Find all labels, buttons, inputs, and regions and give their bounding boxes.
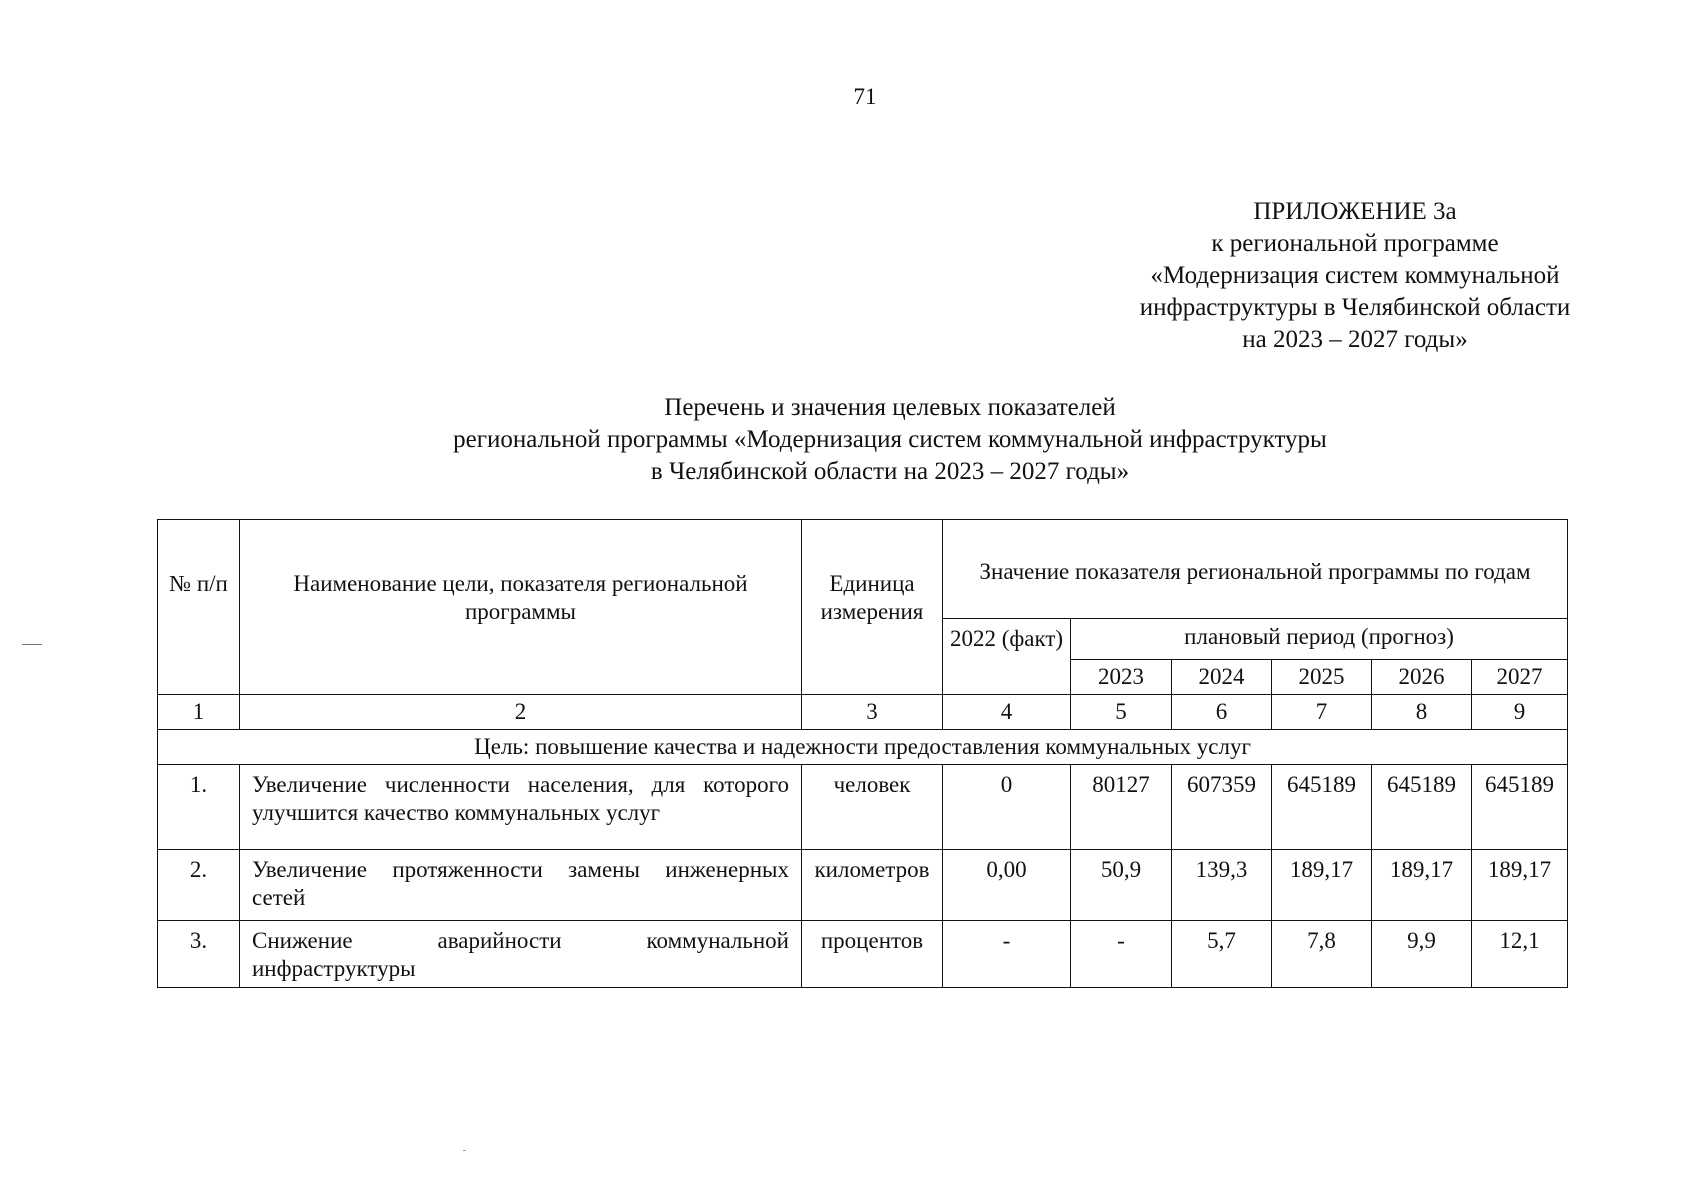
row-unit: километров — [802, 850, 943, 921]
appendix-line: инфраструктуры в Челябинской области — [1139, 294, 1571, 321]
row-value: 139,3 — [1172, 850, 1272, 921]
title-line: региональной программы «Модернизация систем коммунальной инфраструктуры — [453, 426, 1327, 453]
appendix-line: ПРИЛОЖЕНИЕ 3а — [1253, 198, 1457, 225]
appendix-line: «Модернизация систем коммунальной — [1150, 262, 1560, 289]
indicators-table — [157, 519, 1568, 988]
row-value: - — [1071, 921, 1172, 988]
row-num: 1. — [158, 765, 240, 850]
margin-mark — [22, 644, 42, 645]
row-fact: 0 — [943, 765, 1071, 850]
row-value: 12,1 — [1472, 921, 1568, 988]
row-value: 645189 — [1372, 765, 1472, 850]
header-name: Наименование цели, показателя региональной программы — [240, 520, 802, 695]
row-name: Увеличение численности населения, для которого улучшится качество коммунальных услуг — [240, 765, 802, 850]
header-num: № п/п — [158, 520, 240, 695]
row-value: 7,8 — [1272, 921, 1372, 988]
row-fact: - — [943, 921, 1071, 988]
header-year: 2024 — [1172, 660, 1272, 695]
appendix-line: на 2023 – 2027 годы» — [1242, 326, 1468, 353]
column-number: 9 — [1472, 695, 1568, 730]
header-year: 2027 — [1472, 660, 1568, 695]
row-fact: 0,00 — [943, 850, 1071, 921]
row-num: 3. — [158, 921, 240, 988]
appendix-line: к региональной программе — [1211, 230, 1499, 257]
column-number: 4 — [943, 695, 1071, 730]
row-value: 189,17 — [1472, 850, 1568, 921]
column-numbers-row — [158, 695, 1568, 730]
column-number: 5 — [1071, 695, 1172, 730]
header-values-group: Значение показателя региональной программы по годам — [943, 520, 1568, 619]
row-value: 645189 — [1272, 765, 1372, 850]
header-year: 2023 — [1071, 660, 1172, 695]
table-header-row-1 — [158, 520, 1568, 619]
column-number: 1 — [158, 695, 240, 730]
column-number: 3 — [802, 695, 943, 730]
row-name: Снижение аварийности коммунальной инфраструктуры — [240, 921, 802, 988]
row-value: 607359 — [1172, 765, 1272, 850]
title-line: Перечень и значения целевых показателей — [664, 394, 1116, 421]
row-value: 9,9 — [1372, 921, 1472, 988]
page-number: 71 — [853, 84, 877, 109]
header-unit: Единица измерения — [802, 520, 943, 695]
appendix-header — [1090, 196, 1620, 356]
column-number: 7 — [1272, 695, 1372, 730]
row-value: 189,17 — [1272, 850, 1372, 921]
row-value: 80127 — [1071, 765, 1172, 850]
document-title — [300, 392, 1480, 488]
header-year: 2025 — [1272, 660, 1372, 695]
header-year: 2026 — [1372, 660, 1472, 695]
row-name: Увеличение протяженности замены инженерных сетей — [240, 850, 802, 921]
row-value: 50,9 — [1071, 850, 1172, 921]
column-number: 8 — [1372, 695, 1472, 730]
title-line: в Челябинской области на 2023 – 2027 годы» — [650, 458, 1130, 485]
column-number: 6 — [1172, 695, 1272, 730]
row-unit: процентов — [802, 921, 943, 988]
row-num: 2. — [158, 850, 240, 921]
column-number: 2 — [240, 695, 802, 730]
goal-text: Цель: повышение качества и надежности предоставления коммунальных услуг — [158, 730, 1568, 765]
header-plan-period: плановый период (прогноз) — [1071, 619, 1568, 660]
header-fact-year: 2022 (факт) — [943, 619, 1071, 695]
scan-speck — [463, 1150, 466, 1151]
row-unit: человек — [802, 765, 943, 850]
goal-row — [158, 730, 1568, 765]
row-value: 645189 — [1472, 765, 1568, 850]
row-value: 5,7 — [1172, 921, 1272, 988]
row-value: 189,17 — [1372, 850, 1472, 921]
table-row — [158, 765, 1568, 850]
table-row — [158, 921, 1568, 988]
table-row — [158, 850, 1568, 921]
